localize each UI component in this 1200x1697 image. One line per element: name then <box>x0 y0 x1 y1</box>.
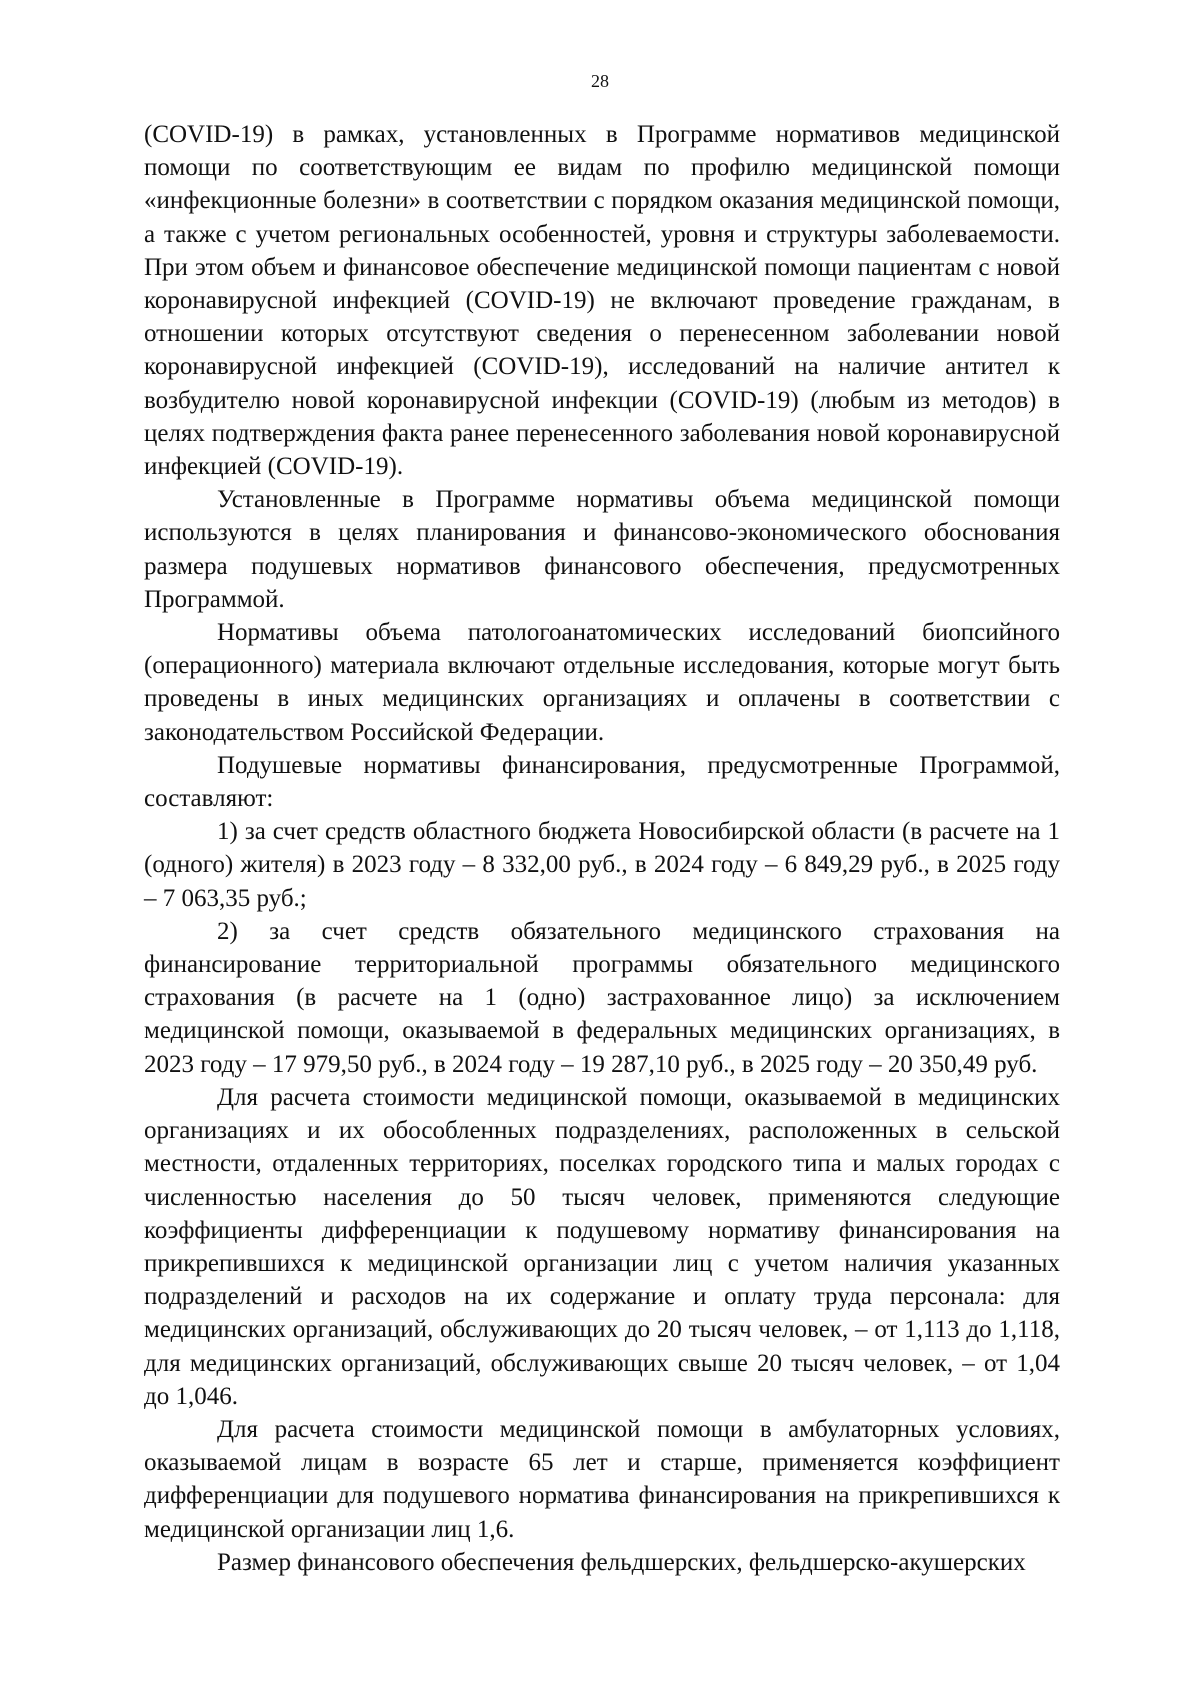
paragraph-regional-budget: 1) за счет средств областного бюджета Новосибирской области (в расчете на 1 (одного) жителя) в 2023 году – 8 332,00 руб., в 2024 году – 6 849,29 руб., в 2025 году – 7 063,35 руб.; <box>144 818 1060 912</box>
paragraph-volume-norms: Установленные в Программе нормативы объема медицинской помощи используются в целях планирования и финансово-экономического обоснования размера подушевых нормативов финансового обеспечения, предусмотренных Программой. <box>144 486 1060 613</box>
paragraph-compulsory-insurance: 2) за счет средств обязательного медицинского страхования на финансирование территориальной программы обязательного медицинского страхования (в расчете на 1 (одно) застрахованное лицо) за исключением медицинской помощи, оказываемой в федеральных медицинских организациях, в 2023 году – 17 979,50 руб., в 2024 году – 19 287,10 руб., в 2025 году – 20 350,49 руб. <box>144 917 1060 1078</box>
paragraph-rural-coefficients: Для расчета стоимости медицинской помощи, оказываемой в медицинских организациях и их обособленных подразделениях, расположенных в сельской местности, отдаленных территориях, поселках городского типа и малых городах с численностью населения до 50 тысяч человек, применяются следующие коэффициенты дифференциации к подушевому нормативу финансирования на прикрепившихся к медицинской организации лиц с учетом наличия указанных подразделений и расходов на их содержание и оплату труда персонала: для медицинских организаций, обслуживающих до 20 тысяч человек, – от 1,113 до 1,118, для медицинских организаций, обслуживающих свыше 20 тысяч человек, – от 1,04 до 1,046. <box>144 1083 1060 1410</box>
paragraph-elderly-coefficient: Для расчета стоимости медицинской помощи в амбулаторных условиях, оказываемой лицам в возрасте 65 лет и старше, применяется коэффициент дифференциации для подушевого норматива финансирования на прикрепившихся к медицинской организации лиц 1,6. <box>144 1415 1060 1543</box>
paragraph-feldsher-funding: Размер финансового обеспечения фельдшерских, фельдшерско-акушерских <box>217 1548 1026 1576</box>
document-body <box>144 118 1060 1579</box>
paragraph-pathology-norms: Нормативы объема патологоанатомических исследований биопсийного (операционного) материала включают отдельные исследования, которые могут быть проведены в иных медицинских организациях и оплачены в соответствии с законодательством Российской Федерации. <box>144 619 1060 746</box>
page-number: 28 <box>591 71 609 91</box>
paragraph-per-capita-norms: Подушевые нормативы финансирования, предусмотренные Программой, составляют: <box>144 751 1060 813</box>
paragraph-covid-norms: (COVID-19) в рамках, установленных в Программе нормативов медицинской помощи по соответствующим ее видам по профилю медицинской помощи «инфекционные болезни» в соответствии с порядком оказания медицинской помощи, а также с учетом региональных особенностей, уровня и структуры заболеваемости. При этом объем и финансовое обеспечение медицинской помощи пациентам с новой коронавирусной инфекцией (COVID-19) не включают проведение гражданам, в отношении которых отсутствуют сведения о перенесенном заболевании новой коронавирусной инфекцией (COVID-19), исследований на наличие антител к возбудителю новой коронавирусной инфекции (COVID-19) (любым из методов) в целях подтверждения факта ранее перенесенного заболевания новой коронавирусной инфекцией (COVID-19). <box>144 121 1060 481</box>
